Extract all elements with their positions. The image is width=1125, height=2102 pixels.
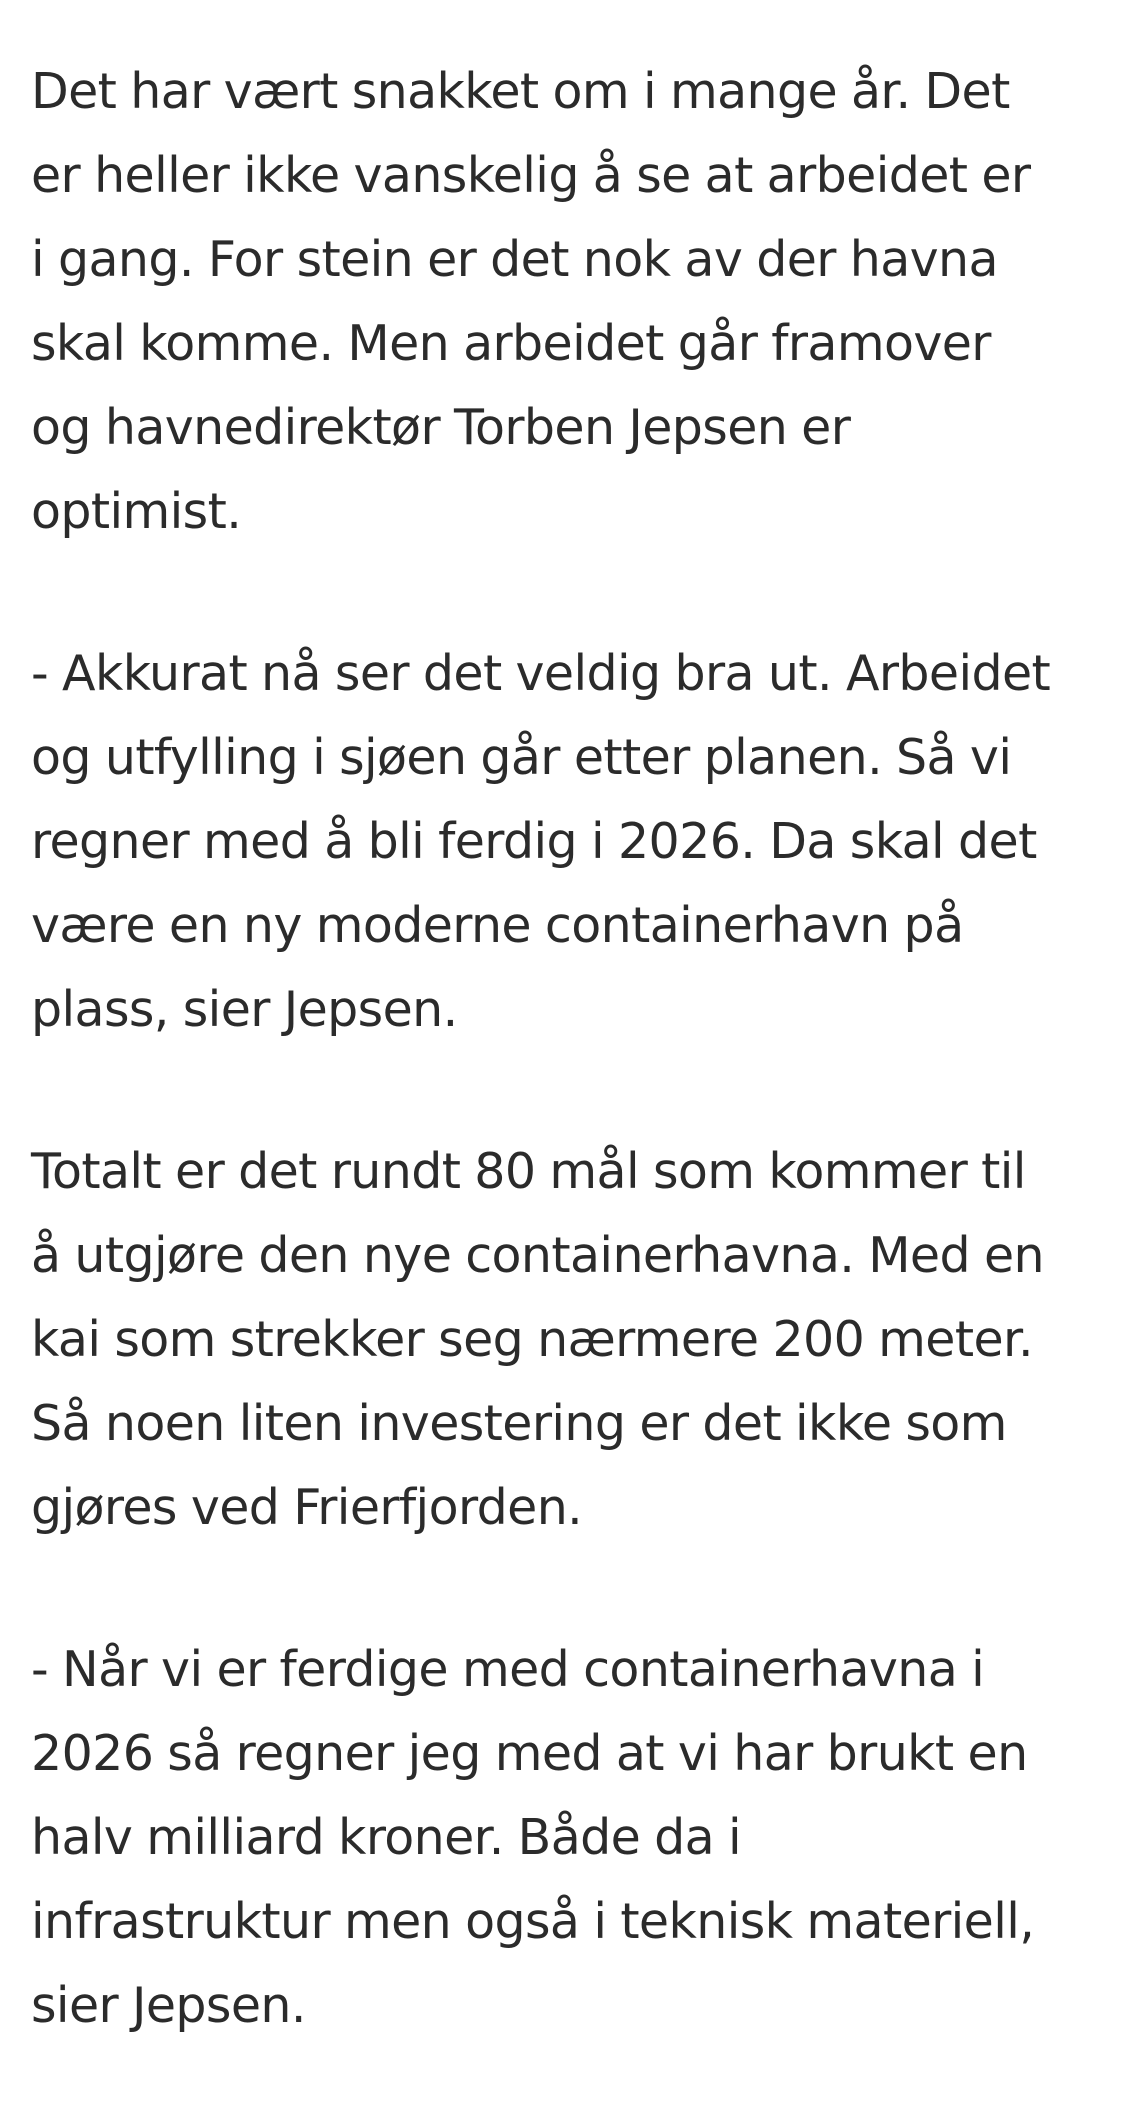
paragraph-quote-investment: - Når vi er ferdige med containerhavna i 2026 så regner jeg med at vi har brukt en halv milliard kroner. Både da i infrastruktur men også i teknisk materiell, sier Jepsen.	[31, 1641, 1035, 2034]
paragraph-quote-progress: - Akkurat nå ser det veldig bra ut. Arbeidet og utfylling i sjøen går etter planen. Så vi regner med å bli ferdig i 2026. Da skal det være en ny moderne containerhavn på plass, sier Jepsen.	[31, 645, 1051, 1038]
paragraph-intro: Det har vært snakket om i mange år. Det er heller ikke vanskelig å se at arbeidet er i gang. For stein er det nok av der havna skal komme. Men arbeidet går framover og havnedirektør Torben Jepsen er optimist.	[31, 63, 1031, 540]
paragraph-harbor-size: Totalt er det rundt 80 mål som kommer til å utgjøre den nye containerhavna. Med en kai som strekker seg nærmere 200 meter. Så noen liten investering er det ikke som gjøres ved Frierfjorden.	[31, 1143, 1044, 1536]
